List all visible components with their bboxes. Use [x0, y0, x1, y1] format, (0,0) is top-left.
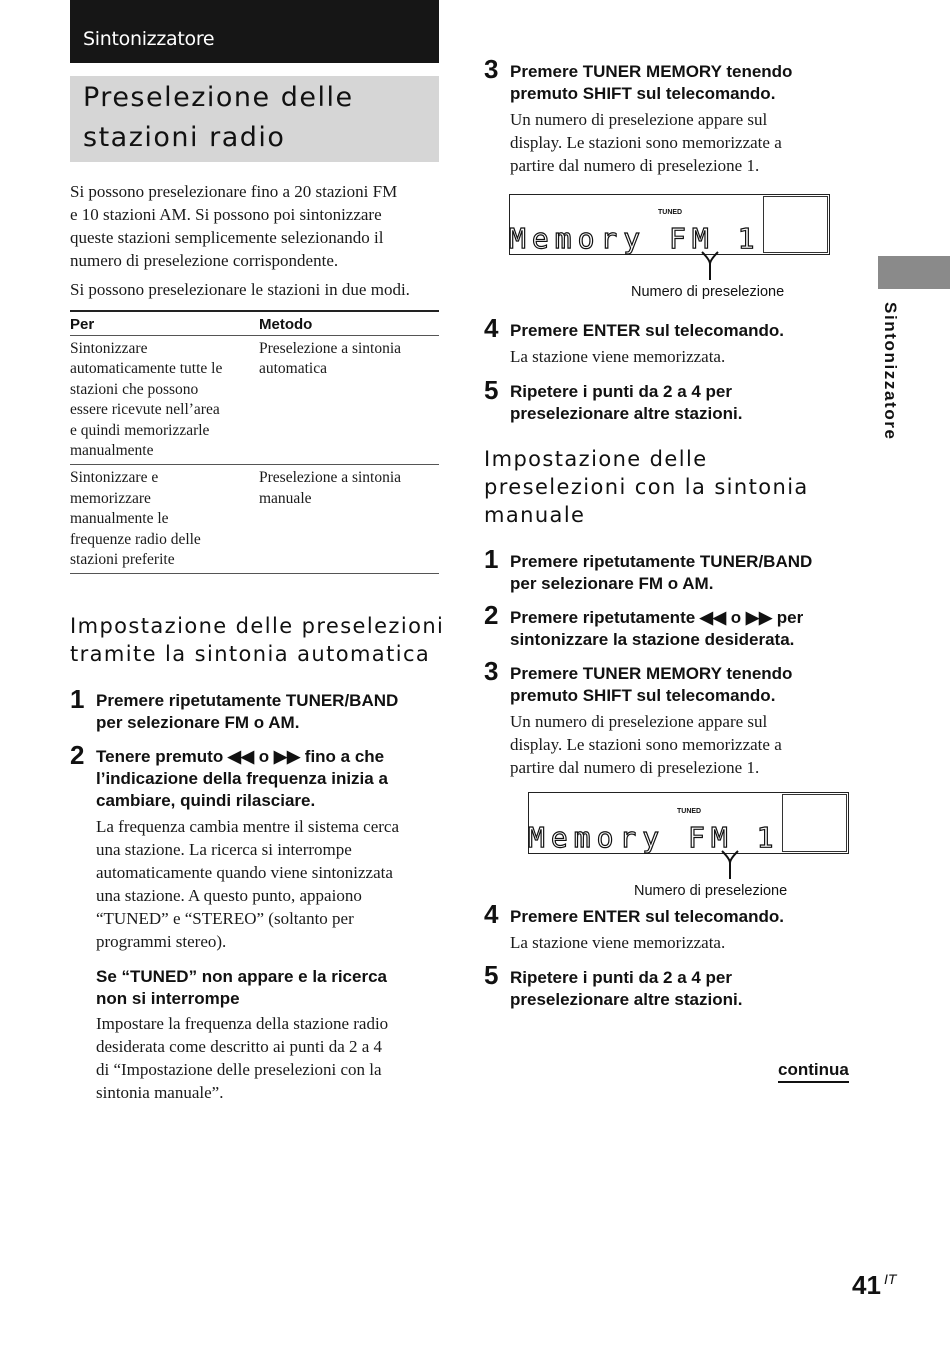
step-instruction: Premere ENTER sul telecomando. [510, 907, 784, 926]
step-instruction: Tenere premuto ◀◀ o ▶▶ fino a che l’indicazione della frequenza inizia a cambiare, quindi rilasciare. [96, 747, 388, 810]
page-title-box [70, 76, 439, 162]
step-instruction: Premere ENTER sul telecomando. [510, 321, 784, 340]
display-caption: Numero di preselezione [634, 883, 788, 899]
intro-line: numero di preselezione corrispondente. [70, 251, 339, 270]
step-number: 5 [484, 960, 499, 990]
step-instruction: Premere ripetutamente TUNER/BAND per selezionare FM o AM. [96, 691, 399, 732]
tuned-indicator: TUNED [658, 209, 683, 216]
step-description: Un numero di preselezione appare sul display. Le stazioni sono memorizzate a partire dal numero di preselezione 1. [510, 110, 782, 175]
page-title-line1: Preselezione delle [83, 82, 354, 113]
side-tab-text: Sintonizzatore [881, 302, 900, 441]
intro-line: e 10 stazioni AM. Si possono poi sintonizzare [70, 205, 382, 224]
section-header-bar [70, 0, 439, 63]
table-header-per: Per [70, 311, 259, 336]
display-inner-panel [782, 794, 847, 852]
auto-preset-heading: Impostazione delle preselezioni tramite la sintonia automatica [70, 614, 445, 666]
intro-paragraph [70, 180, 442, 272]
step-description: La stazione viene memorizzata. [510, 933, 726, 952]
display-text: Memory FM 1 [509, 222, 761, 255]
table-header-row [70, 311, 439, 336]
display-text: Memory FM 1 [528, 821, 780, 854]
method-table [70, 310, 439, 574]
table-row [70, 465, 439, 574]
page-number: 41 [852, 1270, 881, 1300]
step-number: 3 [484, 656, 499, 686]
step-number: 3 [484, 54, 499, 84]
display-caption: Numero di preselezione [631, 284, 785, 300]
table-cell-per: Sintonizzare automaticamente tutte le stazioni che possono essere ricevute nell’area e quindi memorizzarle manualmente [70, 336, 259, 465]
step-number: 1 [70, 684, 85, 714]
step-number: 4 [484, 899, 499, 929]
table-header-metodo: Metodo [259, 311, 439, 336]
note-title: Se “TUNED” non appare e la ricerca non si interrompe [96, 967, 387, 1008]
step-instruction: Premere ripetutamente TUNER/BAND per selezionare FM o AM. [510, 552, 813, 593]
lcd-display [528, 792, 849, 854]
tuned-indicator: TUNED [677, 808, 702, 815]
manual-preset-heading: Impostazione delle preselezioni con la sintonia manuale [484, 447, 809, 527]
step-number: 4 [484, 313, 499, 343]
display-inner-panel [763, 196, 828, 253]
step-instruction: Premere ripetutamente ◀◀ o ▶▶ per sintonizzare la stazione desiderata. [510, 608, 804, 649]
step-description: La frequenza cambia mentre il sistema cerca una stazione. La ricerca si interrompe automaticamente quando viene sintonizzata una stazione. A questo punto, appaiono “TUNED” e “STEREO” (soltanto per programmi stereo). [96, 817, 399, 951]
callout-pointer [700, 250, 724, 282]
side-tab-label [870, 302, 910, 462]
intro-paragraph-2: Si possono preselezionare le stazioni in due modi. [70, 280, 410, 299]
note-body: Impostare la frequenza della stazione radio desiderata come descritto ai punti da 2 a 4 di “Impostazione delle preselezioni con la sintonia manuale”. [96, 1014, 389, 1102]
intro-line: Si possono preselezionare fino a 20 stazioni FM [70, 182, 398, 201]
step-instruction: Premere TUNER MEMORY tenendo premuto SHIFT sul telecomando. [510, 62, 793, 103]
table-cell-metodo: Preselezione a sintonia automatica [259, 336, 439, 465]
table-row [70, 336, 439, 465]
step-number: 2 [70, 740, 85, 770]
step-description: Un numero di preselezione appare sul display. Le stazioni sono memorizzate a partire dal numero di preselezione 1. [510, 712, 782, 777]
callout-pointer [720, 849, 744, 881]
step-instruction: Premere TUNER MEMORY tenendo premuto SHIFT sul telecomando. [510, 664, 793, 705]
step-number: 2 [484, 600, 499, 630]
intro-line: queste stazioni semplicemente selezionando il [70, 228, 384, 247]
page-language-suffix: IT [884, 1271, 897, 1287]
table-cell-metodo: Preselezione a sintonia manuale [259, 465, 439, 574]
continua-link: continua [778, 1060, 849, 1083]
step-number: 5 [484, 375, 499, 405]
section-title: Sintonizzatore [83, 28, 215, 50]
step-number: 1 [484, 544, 499, 574]
step-description: La stazione viene memorizzata. [510, 347, 726, 366]
side-tab-marker [878, 256, 950, 289]
step-instruction: Ripetere i punti da 2 a 4 per preselezionare altre stazioni. [510, 382, 743, 423]
lcd-display [509, 194, 830, 255]
table-cell-per: Sintonizzare e memorizzare manualmente le frequenze radio delle stazioni preferite [70, 465, 259, 574]
step-instruction: Ripetere i punti da 2 a 4 per preselezionare altre stazioni. [510, 968, 743, 1009]
page-title-line2: stazioni radio [83, 122, 286, 153]
